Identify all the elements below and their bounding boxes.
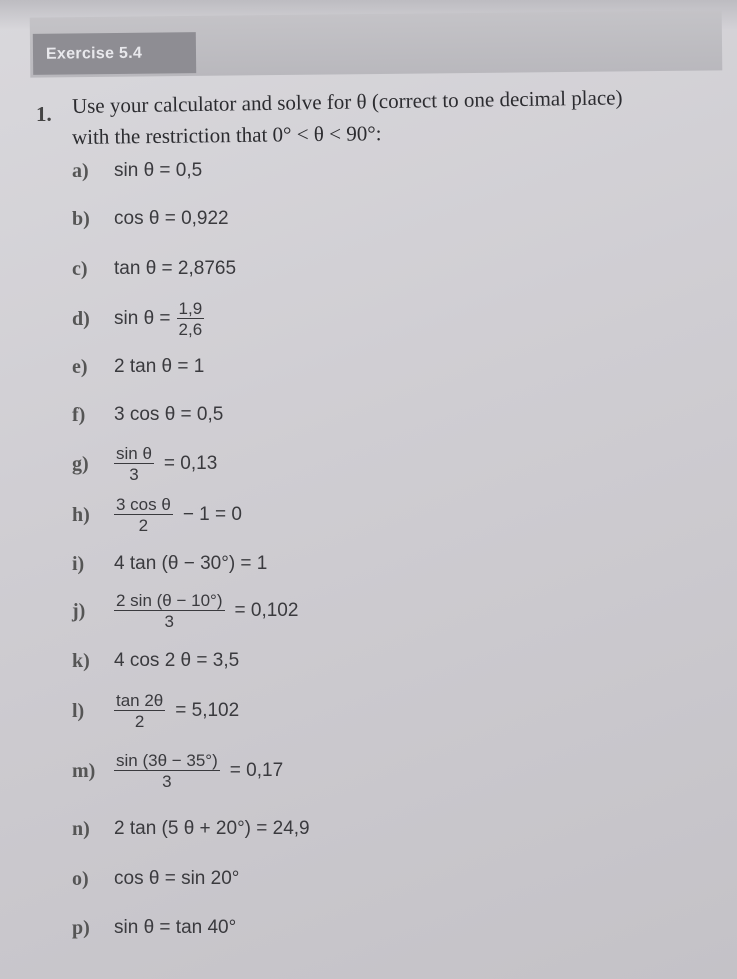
fraction bbox=[114, 445, 154, 483]
equation: 4 tan (θ − 30°) = 1 bbox=[114, 553, 268, 574]
question-intro-line-2: with the restriction that 0° < θ < 90°: bbox=[71, 121, 382, 149]
question-number: 1. bbox=[36, 102, 52, 126]
equation-suffix: = 0,13 bbox=[163, 453, 218, 474]
fraction-numerator: 2 sin (θ − 10°) bbox=[116, 591, 223, 610]
list-item bbox=[72, 443, 217, 485]
list-item bbox=[72, 150, 202, 192]
list-item bbox=[72, 640, 239, 682]
equation bbox=[114, 592, 298, 630]
fraction-denominator: 3 bbox=[162, 772, 172, 791]
equation: tan θ = 2,8765 bbox=[114, 258, 237, 279]
equation bbox=[114, 300, 210, 338]
fraction-numerator: 3 cos θ bbox=[116, 495, 171, 514]
fraction-numerator: sin θ bbox=[116, 444, 152, 463]
list-item bbox=[72, 590, 298, 632]
list-item bbox=[72, 750, 283, 792]
list-item bbox=[72, 346, 204, 388]
item-label: p) bbox=[72, 916, 90, 939]
list-item bbox=[72, 690, 239, 732]
fraction-denominator: 3 bbox=[164, 612, 174, 631]
item-label: a) bbox=[72, 159, 89, 182]
list-item bbox=[72, 248, 236, 290]
fraction bbox=[114, 592, 225, 630]
list-item bbox=[72, 858, 239, 900]
equation-suffix: = 0,17 bbox=[229, 760, 284, 781]
item-label: d) bbox=[72, 307, 90, 330]
fraction-denominator: 2,6 bbox=[178, 320, 203, 339]
fraction-denominator: 2 bbox=[134, 712, 145, 731]
equation bbox=[114, 752, 283, 790]
item-label: b) bbox=[72, 207, 90, 230]
item-label: m) bbox=[72, 759, 96, 782]
item-label: g) bbox=[72, 452, 89, 475]
item-label: l) bbox=[72, 699, 85, 722]
equation-prefix: sin θ = bbox=[114, 308, 171, 329]
item-label: o) bbox=[72, 867, 89, 890]
list-item bbox=[72, 543, 267, 585]
fraction-denominator: 3 bbox=[129, 465, 139, 484]
list-item bbox=[72, 808, 310, 850]
list-item bbox=[72, 494, 242, 536]
question-intro-line-1: Use your calculator and solve for θ (correct to one decimal place) bbox=[71, 85, 623, 118]
item-label: n) bbox=[72, 817, 90, 840]
item-label: c) bbox=[72, 257, 88, 280]
equation-suffix: = 5,102 bbox=[175, 700, 240, 721]
equation: 4 cos 2 θ = 3,5 bbox=[114, 650, 240, 671]
fraction bbox=[114, 496, 173, 534]
fraction-denominator: 2 bbox=[138, 516, 149, 535]
item-label: f) bbox=[72, 403, 86, 426]
equation bbox=[114, 445, 217, 483]
list-item bbox=[72, 298, 210, 340]
equation bbox=[114, 692, 239, 730]
equation: sin θ = 0,5 bbox=[114, 160, 203, 181]
item-label: e) bbox=[72, 355, 88, 378]
list-item bbox=[72, 907, 236, 949]
item-label: k) bbox=[72, 649, 90, 672]
list-item bbox=[72, 198, 229, 240]
item-label: i) bbox=[72, 552, 85, 575]
equation-suffix: − 1 = 0 bbox=[182, 504, 242, 525]
equation: cos θ = 0,922 bbox=[114, 208, 229, 229]
equation: sin θ = tan 40° bbox=[114, 917, 237, 938]
fraction bbox=[114, 752, 220, 790]
fraction-numerator: sin (3θ − 35°) bbox=[116, 751, 218, 770]
list-item bbox=[72, 394, 223, 436]
equation bbox=[114, 496, 242, 534]
fraction-numerator: 1,9 bbox=[178, 299, 203, 318]
item-label: j) bbox=[72, 599, 86, 622]
item-label: h) bbox=[72, 503, 90, 526]
fraction-numerator: tan 2θ bbox=[116, 691, 164, 710]
fraction bbox=[114, 692, 165, 730]
equation: cos θ = sin 20° bbox=[114, 868, 240, 889]
exercise-heading: Exercise 5.4 bbox=[33, 32, 196, 75]
equation: 2 tan (5 θ + 20°) = 24,9 bbox=[114, 818, 310, 839]
equation: 2 tan θ = 1 bbox=[114, 356, 205, 377]
fraction bbox=[177, 300, 205, 338]
equation: 3 cos θ = 0,5 bbox=[114, 404, 224, 425]
equation-suffix: = 0,102 bbox=[234, 600, 299, 621]
